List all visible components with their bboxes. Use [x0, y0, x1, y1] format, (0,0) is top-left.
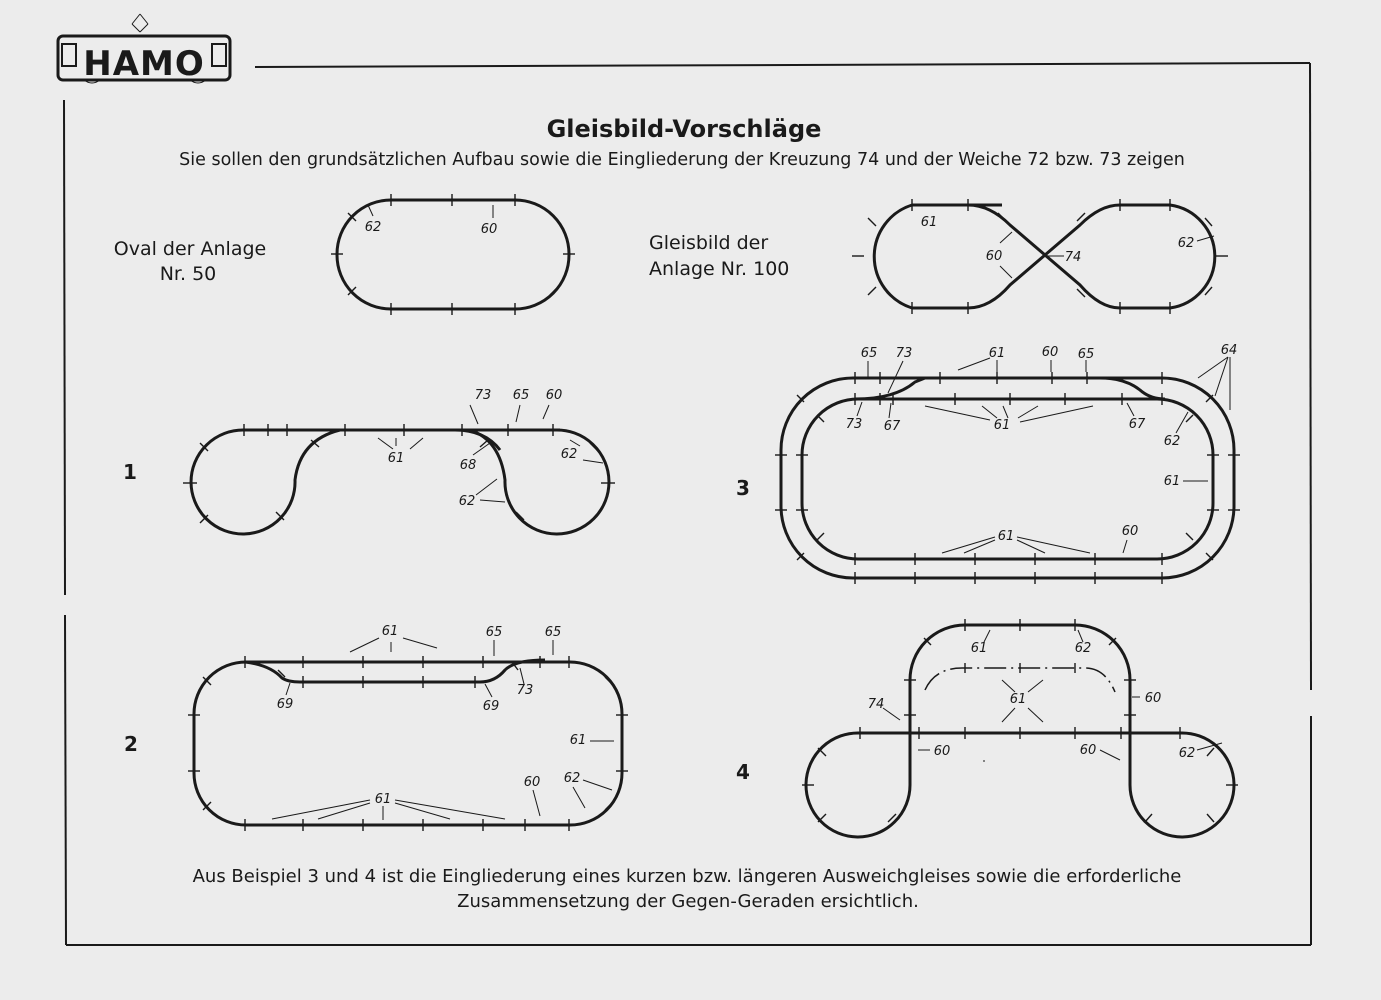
oval-layout	[114, 194, 575, 315]
layout-1-label-65: 65	[512, 388, 530, 403]
layout-2-track	[194, 662, 622, 825]
layout-3-label-65b: 65	[1077, 347, 1095, 362]
layout-4-label-60c: 60	[1079, 743, 1097, 758]
layout-3-label-73b: 73	[845, 417, 863, 432]
page-subtitle: Sie sollen den grundsätzlichen Aufbau sowie die Eingliederung der Kreuzung 74 und der Weiche 72 bzw. 73 zeigen	[179, 150, 1185, 170]
layout-1-track	[191, 430, 609, 534]
layout-1-label-62a: 62	[560, 447, 578, 462]
layout-4-number: 4	[736, 760, 750, 784]
layout-1-label-60: 60	[545, 388, 563, 403]
layout-4-label-62a: 62	[1074, 641, 1092, 656]
layout-2-label-69a: 69	[276, 697, 294, 712]
layout-1-label-68: 68	[459, 458, 477, 473]
layout-3-label-62: 62	[1163, 434, 1181, 449]
layout-2-label-61a: 61	[381, 624, 399, 639]
layout-1-number: 1	[123, 460, 137, 484]
layout-3-number: 3	[736, 476, 750, 500]
layout-1-label-61: 61	[387, 451, 405, 466]
layout-2-number: 2	[124, 732, 138, 756]
oval-label-62: 62	[364, 220, 382, 235]
oval-caption-line1: Oval der Anlage	[113, 238, 267, 260]
layout-1-label-73: 73	[474, 388, 492, 403]
layout-2-label-73: 73	[516, 683, 534, 698]
layout-3-label-61a: 61	[988, 346, 1006, 361]
footer-line2: Zusammensetzung der Gegen-Geraden ersichtlich.	[457, 891, 919, 912]
oval-label-60: 60	[480, 222, 498, 237]
layout-3-label-61c: 61	[1163, 474, 1181, 489]
layout-3-label-60b: 60	[1121, 524, 1139, 539]
layout-3-label-61d: 61	[997, 529, 1015, 544]
layout-2-label-61b: 61	[569, 733, 587, 748]
figure8-caption-line1: Gleisbild der	[649, 232, 769, 254]
layout-2	[124, 624, 628, 831]
figure8-label-74: 74	[1064, 250, 1082, 265]
layout-4-label-74: 74	[867, 697, 885, 712]
figure8-layout	[649, 199, 1228, 314]
layout-2-label-62: 62	[563, 771, 581, 786]
layout-4	[736, 619, 1238, 837]
layout-3-label-64: 64	[1220, 343, 1238, 358]
layout-3	[736, 343, 1240, 584]
layout-2-label-65a: 65	[485, 625, 503, 640]
oval-track	[337, 200, 569, 309]
layout-3-label-67a: 67	[883, 419, 901, 434]
layout-3-label-65a: 65	[860, 346, 878, 361]
page-frame	[64, 63, 1311, 945]
layout-2-label-69b: 69	[482, 699, 500, 714]
layout-2-label-61c: 61	[374, 792, 392, 807]
layout-3-label-73a: 73	[895, 346, 913, 361]
layout-4-label-61a: 61	[970, 641, 988, 656]
layout-4-label-61b: 61	[1009, 692, 1027, 707]
figure8-label-62: 62	[1177, 236, 1195, 251]
layout-4-label-62b: 62	[1178, 746, 1196, 761]
logo-text: HAMO	[83, 44, 205, 84]
layout-4-label-60a: 60	[1144, 691, 1162, 706]
page-title: Gleisbild-Vorschläge	[546, 115, 822, 143]
layout-3-label-67b: 67	[1128, 417, 1146, 432]
footer-line1: Aus Beispiel 3 und 4 ist die Eingliederung eines kurzen bzw. längeren Ausweichgleises sowie die erforderliche	[192, 866, 1182, 887]
figure8-label-60: 60	[985, 249, 1003, 264]
layout-4-label-60b: 60	[933, 744, 951, 759]
layout-1-label-62b: 62	[458, 494, 476, 509]
layout-2-label-60: 60	[523, 775, 541, 790]
hamo-logo	[58, 14, 230, 84]
oval-caption-line2: Nr. 50	[159, 263, 217, 285]
layout-3-label-60a: 60	[1041, 345, 1059, 360]
figure8-caption-line2: Anlage Nr. 100	[649, 258, 790, 280]
layout-3-label-61b: 61	[993, 418, 1011, 433]
layout-2-label-65b: 65	[544, 625, 562, 640]
layout-1	[123, 388, 615, 534]
figure8-label-61: 61	[920, 215, 938, 230]
